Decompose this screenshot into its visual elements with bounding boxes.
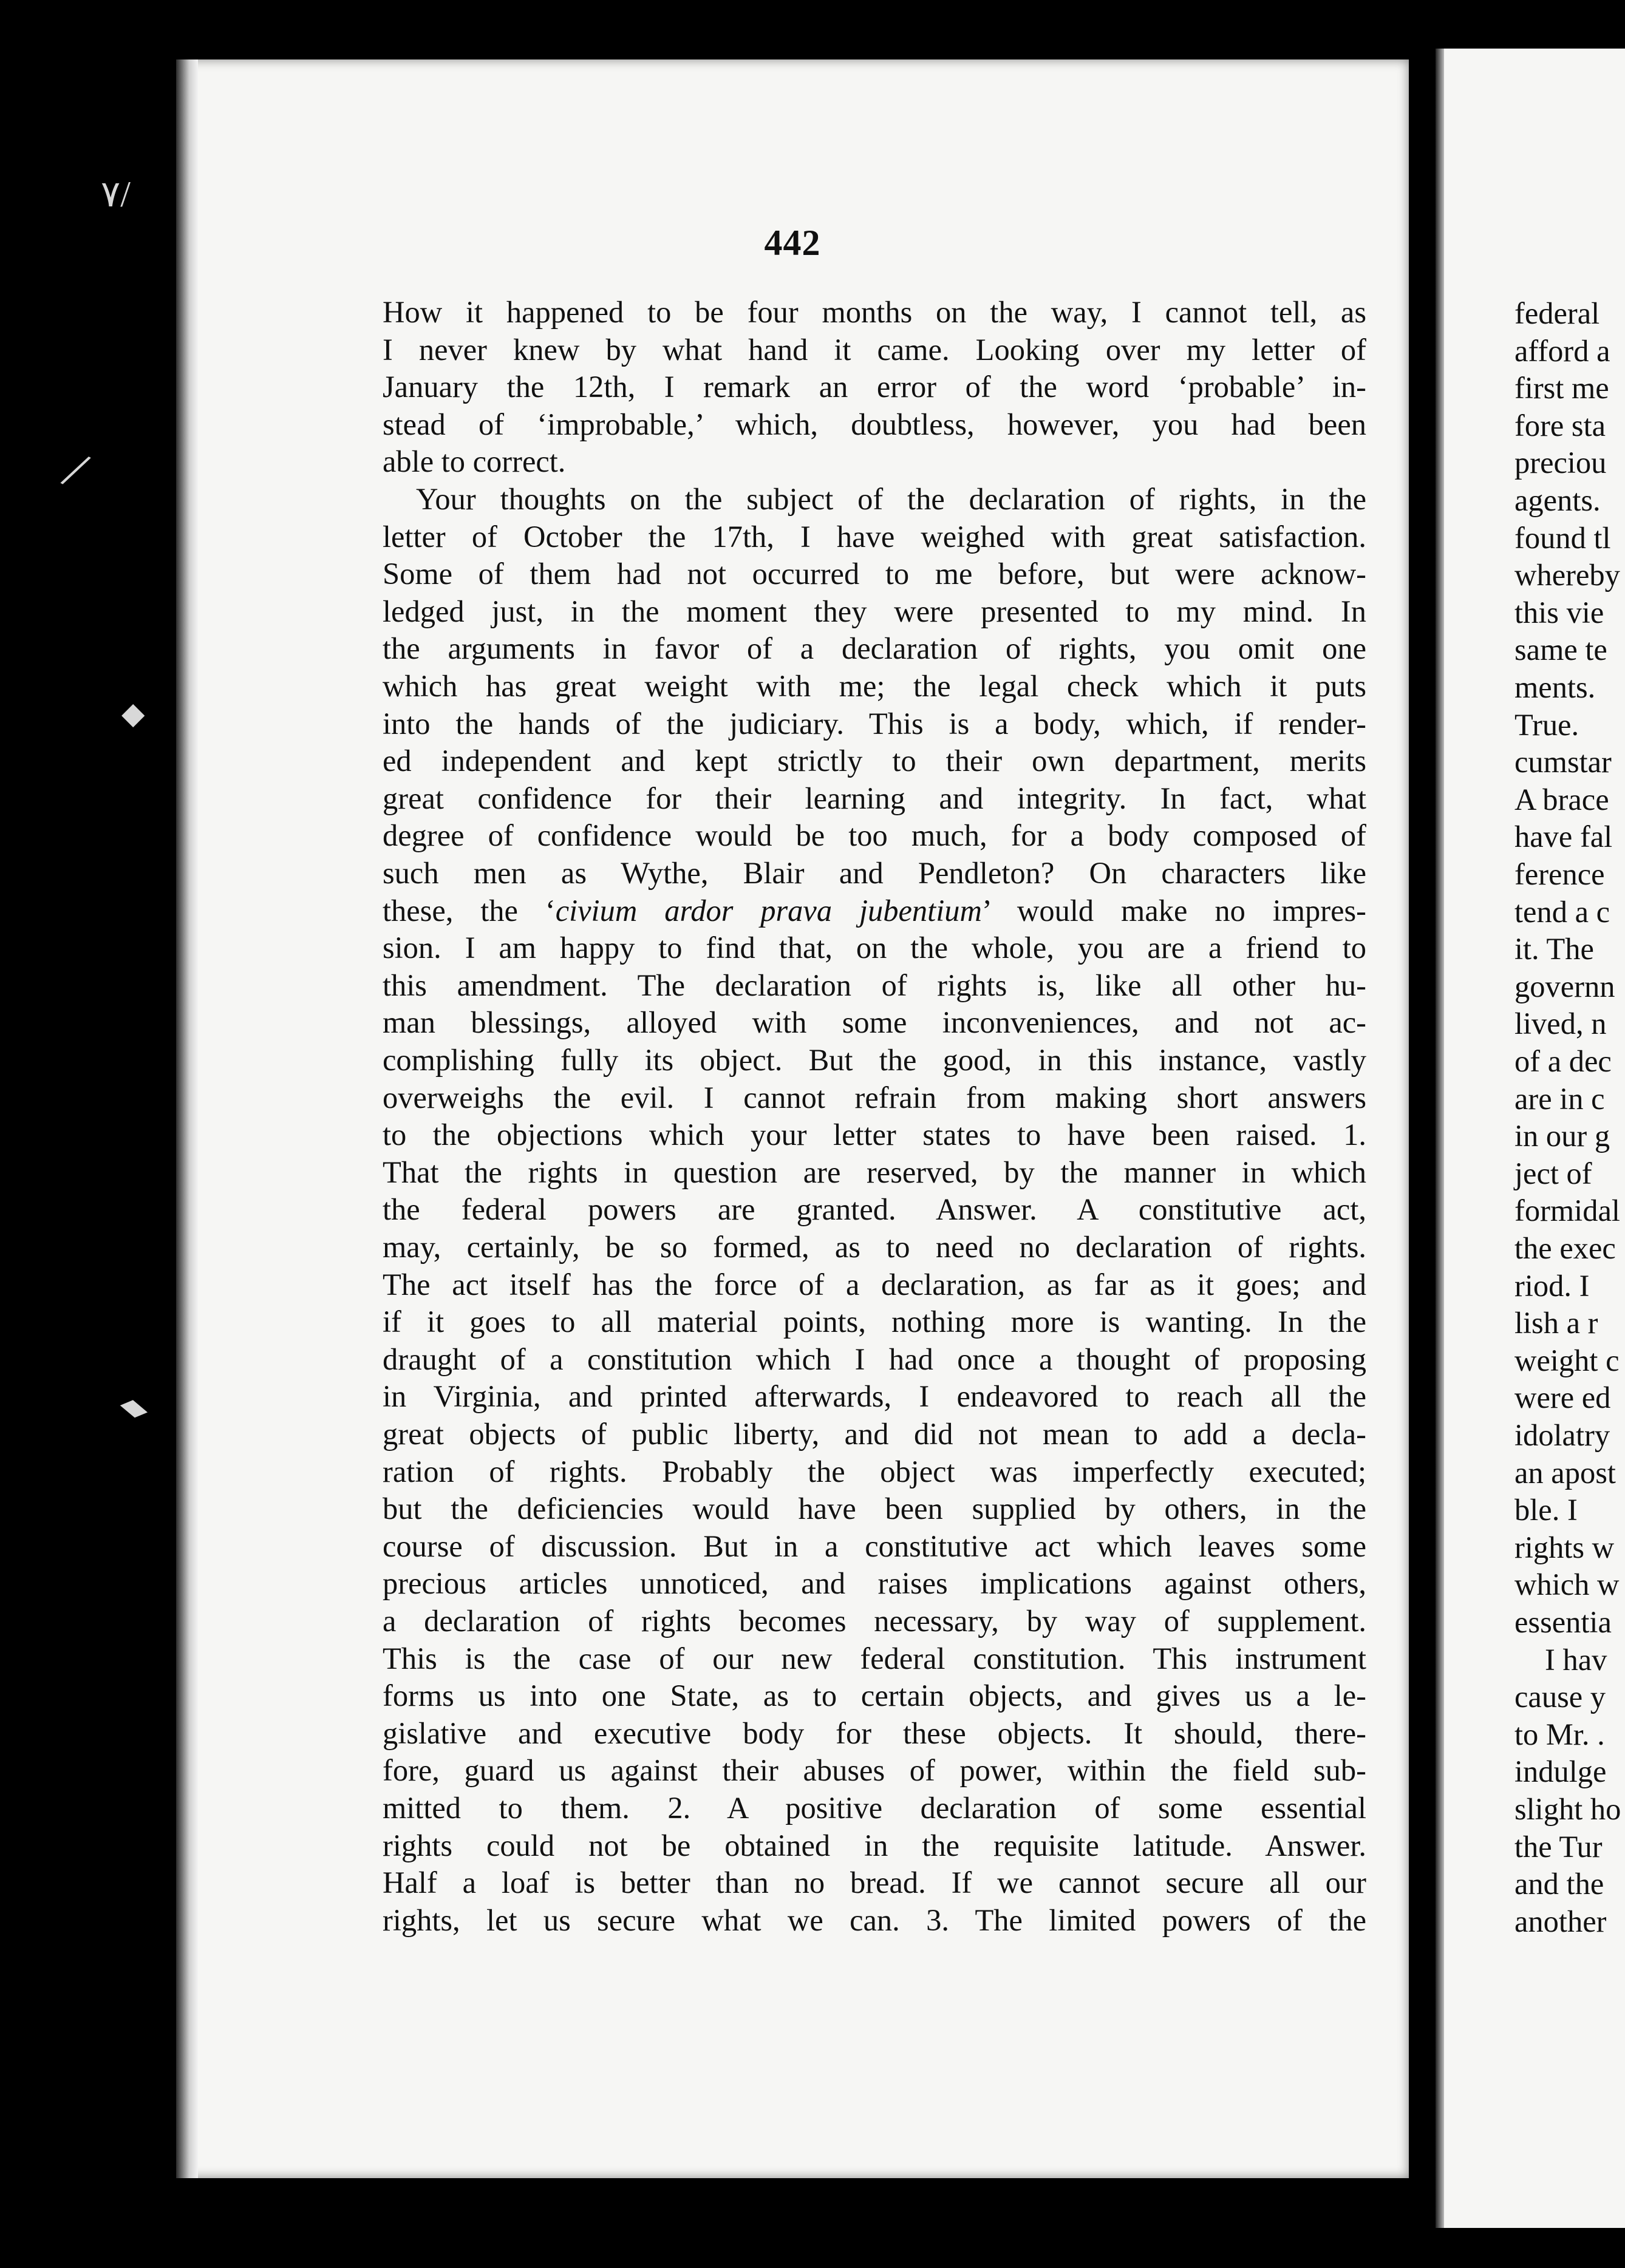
facing-text-line: of a dec (1514, 1044, 1612, 1078)
text-line (383, 1340, 1366, 1378)
text-line (383, 854, 1366, 892)
facing-text-line: agents. (1514, 483, 1601, 517)
text-run: overweighs the evil. I cannot refrain from making short answers (383, 1080, 1366, 1115)
text-line (383, 1116, 1366, 1153)
text-run: draught of a constitution which I had once a thought of proposing (383, 1342, 1366, 1376)
text-run: if it goes to all material points, nothing more is wanting. In the (383, 1305, 1366, 1339)
text-line (383, 555, 1366, 592)
facing-text-line: I hav (1545, 1642, 1607, 1677)
text-run: The act itself has the force of a declaration, as far as it goes; and (383, 1267, 1366, 1302)
text-run: which has great weight with me; the legal check which it puts (383, 669, 1366, 703)
text-run: forms us into one State, as to certain objects, and gives us a le- (383, 1679, 1366, 1713)
text-line (383, 779, 1366, 817)
text-run: precious articles unnoticed, and raises implications against others, (383, 1566, 1366, 1601)
text-line (383, 1003, 1366, 1041)
text-line (383, 1377, 1366, 1415)
facing-text-line: afford a (1514, 333, 1610, 368)
text-run: man blessings, alloyed with some inconveniences, and not ac- (383, 1005, 1366, 1040)
text-line (383, 1303, 1366, 1340)
facing-text-line: True. (1514, 707, 1579, 742)
facing-text-line: slight ho (1514, 1792, 1621, 1826)
text-line (383, 518, 1366, 555)
text-run: a declaration of rights becomes necessary, by way of supplement. (383, 1604, 1366, 1638)
text-run: stead of ‘improbable,’ which, doubtless, however, you had been (383, 407, 1366, 441)
text-run: complishing fully its object. But the good, in this instance, vastly (383, 1043, 1366, 1077)
facing-text-line: idolatry (1514, 1418, 1610, 1452)
facing-text-line: this vie (1514, 595, 1604, 630)
text-run: degree of confidence would be too much, for a body composed of (383, 818, 1366, 853)
text-run: into the hands of the judiciary. This is a body, which, if render- (383, 706, 1366, 741)
text-run: Half a loaf is better than no bread. If we cannot secure all our (383, 1866, 1366, 1900)
text-run: mitted to them. 2. A positive declaration of some essential (383, 1791, 1366, 1825)
facing-text-line: tend a c (1514, 894, 1610, 929)
text-run: ration of rights. Probably the object was imperfectly executed; (383, 1454, 1366, 1489)
text-line (383, 406, 1366, 443)
text-line (383, 1602, 1366, 1640)
text-run: these, the ‘ (383, 893, 556, 928)
text-line (416, 480, 1366, 518)
facing-text-line: same te (1514, 633, 1607, 667)
text-line (383, 1677, 1366, 1714)
facing-text-line: which w (1514, 1567, 1620, 1602)
facing-text-line: preciou (1514, 446, 1607, 480)
text-run: gislative and executive body for these objects. It should, there- (383, 1716, 1366, 1750)
margin-mark: ◆ (121, 696, 145, 730)
text-line (383, 1901, 1366, 1939)
facing-text-line: an apost (1514, 1455, 1616, 1490)
text-run: such men as Wythe, Blair and Pendleton? On characters like (383, 856, 1366, 890)
text-line (383, 1228, 1366, 1266)
text-run: fore, guard us against their abuses of power, within the field sub- (383, 1753, 1366, 1788)
text-run: the federal powers are granted. Answer. A constitutive act, (383, 1192, 1366, 1227)
text-line (383, 817, 1366, 854)
text-line (383, 630, 1366, 667)
facing-text-line: fore sta (1514, 408, 1606, 443)
text-run: able to correct. (383, 444, 566, 479)
text-run: rights could not be obtained in the requisite latitude. Answer. (383, 1828, 1366, 1862)
facing-page-text (1436, 49, 1625, 2228)
text-run: rights, let us secure what we can. 3. The limited powers of the (383, 1903, 1366, 1937)
text-run: the arguments in favor of a declaration of rights, you omit one (383, 631, 1366, 666)
text-run: That the rights in question are reserved, by the manner in which (383, 1155, 1366, 1189)
text-line (383, 705, 1366, 742)
body-text (176, 59, 1409, 2178)
text-line (383, 368, 1366, 406)
text-line (383, 1453, 1366, 1490)
facing-text-line: ject of (1514, 1156, 1592, 1190)
text-run: sion. I am happy to find that, on the whole, you are a friend to (383, 931, 1366, 965)
text-run: letter of October the 17th, I have weighed with great satisfaction. (383, 519, 1366, 554)
facing-text-line: the Tur (1514, 1829, 1603, 1864)
text-line (383, 443, 1366, 480)
text-line (383, 966, 1366, 1004)
margin-mark: / (55, 440, 97, 501)
facing-page (1436, 49, 1625, 2228)
text-run: course of discussion. But in a constitutive act which leaves some (383, 1529, 1366, 1563)
facing-text-line: ments. (1514, 670, 1596, 704)
facing-text-line: A brace (1514, 782, 1609, 817)
text-line (383, 1751, 1366, 1789)
text-line (383, 1827, 1366, 1864)
text-line (383, 1153, 1366, 1191)
facing-text-line: cause y (1514, 1680, 1606, 1714)
text-run: may, certainly, be so formed, as to need no declaration of rights. (383, 1230, 1366, 1264)
text-line (383, 929, 1366, 966)
facing-text-line: were ed (1514, 1380, 1611, 1415)
facing-text-line: cumstar (1514, 745, 1612, 779)
text-line (383, 293, 1366, 331)
text-run: Your thoughts on the subject of the declaration of rights, in the (416, 482, 1366, 516)
facing-text-line: formidal (1514, 1193, 1620, 1228)
text-run: but the deficiencies would have been supplied by others, in the (383, 1492, 1366, 1526)
facing-text-line: lived, n (1514, 1007, 1607, 1041)
text-line (383, 1266, 1366, 1303)
facing-text-line: lish a r (1514, 1306, 1598, 1340)
text-line (383, 667, 1366, 705)
text-line (383, 1527, 1366, 1565)
text-run: to the objections which your letter states to have been raised. 1. (383, 1118, 1366, 1152)
text-run: great objects of public liberty, and did not mean to add a decla- (383, 1417, 1366, 1451)
text-line (383, 1079, 1366, 1116)
text-line (383, 1415, 1366, 1453)
facing-text-line: essentia (1514, 1605, 1612, 1639)
text-line (383, 592, 1366, 630)
text-run: in Virginia, and printed afterwards, I endeavored to reach all the (383, 1379, 1366, 1414)
facing-text-line: ference (1514, 857, 1605, 891)
text-line (383, 1190, 1366, 1228)
text-line (383, 742, 1366, 779)
text-run: I never knew by what hand it came. Looking over my letter of (383, 332, 1366, 367)
text-run: This is the case of our new federal constitution. This instrument (383, 1641, 1366, 1676)
text-run: this amendment. The declaration of rights is, like all other hu- (383, 968, 1366, 1002)
facing-text-line: have fal (1514, 820, 1613, 854)
text-line (383, 1789, 1366, 1827)
facing-text-line: are in c (1514, 1081, 1605, 1116)
text-run: How it happened to be four months on the way, I cannot tell, as (383, 295, 1366, 329)
text-run: ’ would make no impres- (981, 893, 1366, 928)
margin-mark: ٧/ (101, 174, 131, 214)
text-line (383, 1041, 1366, 1079)
latin-quotation: civium ardor prava jubentium (555, 893, 982, 928)
facing-text-line: and the (1514, 1867, 1604, 1901)
facing-text-line: indulge (1514, 1754, 1607, 1789)
text-line (383, 1864, 1366, 1901)
facing-text-line: federal (1514, 296, 1600, 330)
text-run: ledged just, in the moment they were presented to my mind. In (383, 594, 1366, 628)
facing-text-line: found tl (1514, 520, 1611, 555)
facing-text-line: whereby (1514, 558, 1620, 592)
facing-text-line: the exec (1514, 1231, 1616, 1265)
facing-text-line: to Mr. . (1514, 1717, 1605, 1751)
text-line (383, 892, 1366, 929)
facing-text-line: another (1514, 1904, 1607, 1938)
text-run: ed independent and kept strictly to their own department, merits (383, 744, 1366, 778)
facing-text-line: it. The (1514, 932, 1594, 966)
facing-text-line: rights w (1514, 1530, 1615, 1564)
book-page (176, 59, 1409, 2178)
facing-text-line: first me (1514, 371, 1609, 406)
text-line (383, 1490, 1366, 1527)
facing-text-line: in our g (1514, 1119, 1610, 1153)
margin-mark: ▰ (114, 1384, 157, 1430)
text-run: Some of them had not occurred to me before, but were acknow- (383, 557, 1366, 591)
facing-text-line: riod. I (1514, 1268, 1590, 1303)
text-run: great confidence for their learning and integrity. In fact, what (383, 781, 1366, 815)
facing-text-line: governn (1514, 969, 1615, 1003)
text-run: January the 12th, I remark an error of the word ‘probable’ in- (383, 370, 1366, 404)
page-number: 442 (764, 223, 821, 263)
text-line (383, 1640, 1366, 1677)
text-line (383, 1714, 1366, 1752)
facing-text-line: weight c (1514, 1343, 1620, 1377)
facing-text-line: ble. I (1514, 1493, 1578, 1527)
text-line (383, 331, 1366, 368)
text-line (383, 1564, 1366, 1602)
